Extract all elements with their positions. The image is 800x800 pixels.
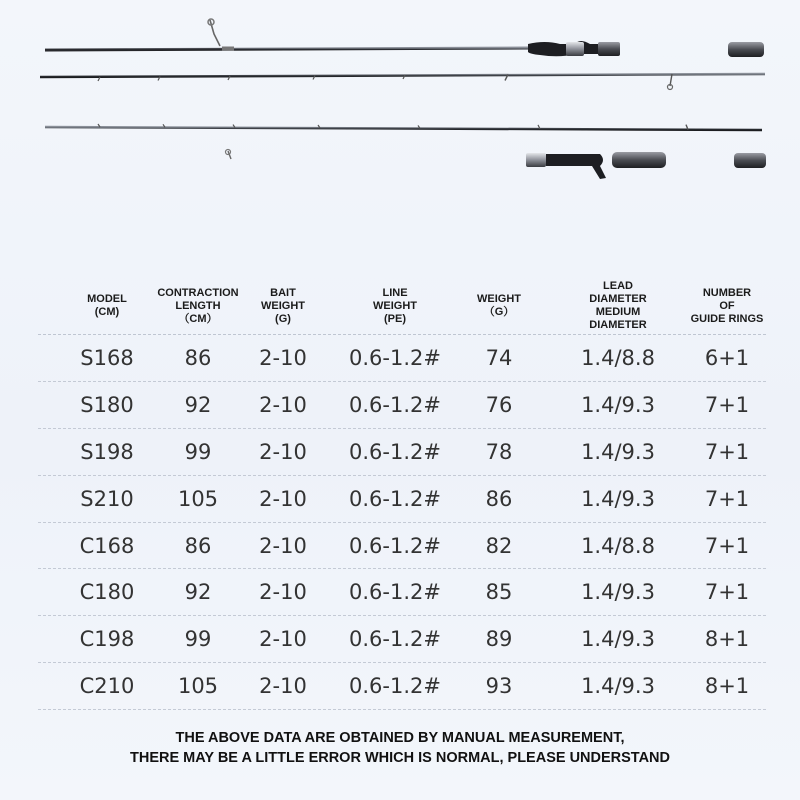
table-body <box>38 335 766 710</box>
cell-bait-weight: 2-10 <box>259 486 307 511</box>
cell-guide-rings: 7+1 <box>704 439 750 464</box>
header-bait-weight-line: WEIGHT <box>261 299 305 312</box>
header-contraction-length-line: LENGTH <box>175 299 221 312</box>
header-guide-rings-line: NUMBER <box>702 286 752 299</box>
header-weight-line: （G） <box>483 306 515 318</box>
header-lead-diameter-line: MEDIUM <box>595 306 641 318</box>
header-bait-weight-line: (G) <box>275 312 291 325</box>
cell-weight: 82 <box>485 533 513 558</box>
cell-contraction-length: 86 <box>184 345 212 370</box>
table-row <box>38 335 766 382</box>
cell-model: S198 <box>80 439 134 464</box>
header-contraction-length-line: （CM） <box>178 312 218 325</box>
header-line-weight-line: WEIGHT <box>373 299 417 312</box>
header-bait-weight-line: BAIT <box>270 286 296 299</box>
cell-lead-diameter: 1.4/9.3 <box>581 627 655 652</box>
cell-line-weight: 0.6-1.2# <box>349 674 441 699</box>
header-lead-diameter-line: DIAMETER <box>589 293 647 305</box>
cell-line-weight: 0.6-1.2# <box>349 533 441 558</box>
cell-bait-weight: 2-10 <box>259 627 307 652</box>
cell-guide-rings: 7+1 <box>704 392 750 417</box>
cell-model: C168 <box>79 533 135 558</box>
header-weight-line: WEIGHT <box>477 293 521 305</box>
cell-model: S180 <box>80 392 134 417</box>
header-lead-diameter <box>558 278 678 334</box>
header-model <box>58 278 156 334</box>
disclaimer-line-2: THERE MAY BE A LITTLE ERROR WHICH IS NORMAL, PLEASE UNDERSTAND <box>129 750 670 766</box>
cell-model: C180 <box>79 580 135 605</box>
header-lead-diameter-line: LEAD <box>603 280 633 292</box>
cell-bait-weight: 2-10 <box>259 533 307 558</box>
cell-weight: 78 <box>485 439 513 464</box>
cell-guide-rings: 7+1 <box>704 486 750 511</box>
cell-weight: 76 <box>485 392 513 417</box>
table-row <box>38 616 766 663</box>
cell-line-weight: 0.6-1.2# <box>349 486 441 511</box>
cell-bait-weight: 2-10 <box>259 345 307 370</box>
header-model-line: (CM) <box>94 306 120 318</box>
cell-model: S168 <box>80 345 134 370</box>
cell-weight: 93 <box>485 674 513 699</box>
header-line-weight <box>338 278 452 334</box>
header-line-weight-line: LINE <box>382 286 408 299</box>
header-model-line: MODEL <box>87 293 127 305</box>
cell-bait-weight: 2-10 <box>259 580 307 605</box>
header-weight <box>458 278 540 334</box>
cell-line-weight: 0.6-1.2# <box>349 439 441 464</box>
header-contraction-length <box>146 278 250 334</box>
cell-line-weight: 0.6-1.2# <box>349 627 441 652</box>
cell-guide-rings: 6+1 <box>704 345 750 370</box>
cell-lead-diameter: 1.4/9.3 <box>581 439 655 464</box>
table-row <box>38 523 766 570</box>
table-row <box>38 429 766 476</box>
cell-bait-weight: 2-10 <box>259 392 307 417</box>
header-guide-rings-line: GUIDE RINGS <box>690 312 764 325</box>
spinning-rod-butt-section <box>45 19 764 57</box>
table-header <box>38 278 766 335</box>
cell-lead-diameter: 1.4/9.3 <box>581 674 655 699</box>
cell-contraction-length: 92 <box>184 580 212 605</box>
cell-contraction-length: 99 <box>184 439 212 464</box>
cell-contraction-length: 99 <box>184 627 212 652</box>
cell-bait-weight: 2-10 <box>259 439 307 464</box>
spinning-rod-tip-section <box>40 74 765 90</box>
cell-line-weight: 0.6-1.2# <box>349 392 441 417</box>
table-row <box>38 382 766 429</box>
table-row <box>38 569 766 616</box>
cell-guide-rings: 8+1 <box>704 627 750 652</box>
cell-lead-diameter: 1.4/8.8 <box>581 533 655 558</box>
cell-model: S210 <box>80 486 134 511</box>
cell-weight: 74 <box>485 345 513 370</box>
cell-model: C198 <box>79 627 135 652</box>
cell-weight: 85 <box>485 580 513 605</box>
cell-guide-rings: 7+1 <box>704 533 750 558</box>
cell-weight: 86 <box>485 486 513 511</box>
header-contraction-length-line: CONTRACTION <box>157 286 239 299</box>
cell-lead-diameter: 1.4/8.8 <box>581 345 655 370</box>
cell-contraction-length: 105 <box>177 486 219 511</box>
disclaimer-line-1: THE ABOVE DATA ARE OBTAINED BY MANUAL MEASUREMENT, <box>175 730 625 746</box>
cell-contraction-length: 86 <box>184 533 212 558</box>
cell-model: C210 <box>79 674 135 699</box>
cell-contraction-length: 92 <box>184 392 212 417</box>
cell-lead-diameter: 1.4/9.3 <box>581 580 655 605</box>
table-row <box>38 476 766 523</box>
header-guide-rings-line: OF <box>719 299 735 312</box>
cell-weight: 89 <box>485 627 513 652</box>
header-bait-weight <box>242 278 324 334</box>
fishing-rods-illustration <box>0 0 800 200</box>
header-line-weight-line: (PE) <box>384 312 406 325</box>
cell-lead-diameter: 1.4/9.3 <box>581 392 655 417</box>
cell-lead-diameter: 1.4/9.3 <box>581 486 655 511</box>
casting-rod-tip-section <box>45 124 762 130</box>
header-guide-rings <box>683 278 771 334</box>
cell-contraction-length: 105 <box>177 674 219 699</box>
table-row <box>38 663 766 710</box>
spec-table <box>38 278 766 710</box>
cell-line-weight: 0.6-1.2# <box>349 345 441 370</box>
cell-bait-weight: 2-10 <box>259 674 307 699</box>
casting-rod-butt-section <box>40 150 766 180</box>
cell-guide-rings: 8+1 <box>704 674 750 699</box>
cell-line-weight: 0.6-1.2# <box>349 580 441 605</box>
header-lead-diameter-line: DIAMETER <box>589 319 647 331</box>
cell-guide-rings: 7+1 <box>704 580 750 605</box>
